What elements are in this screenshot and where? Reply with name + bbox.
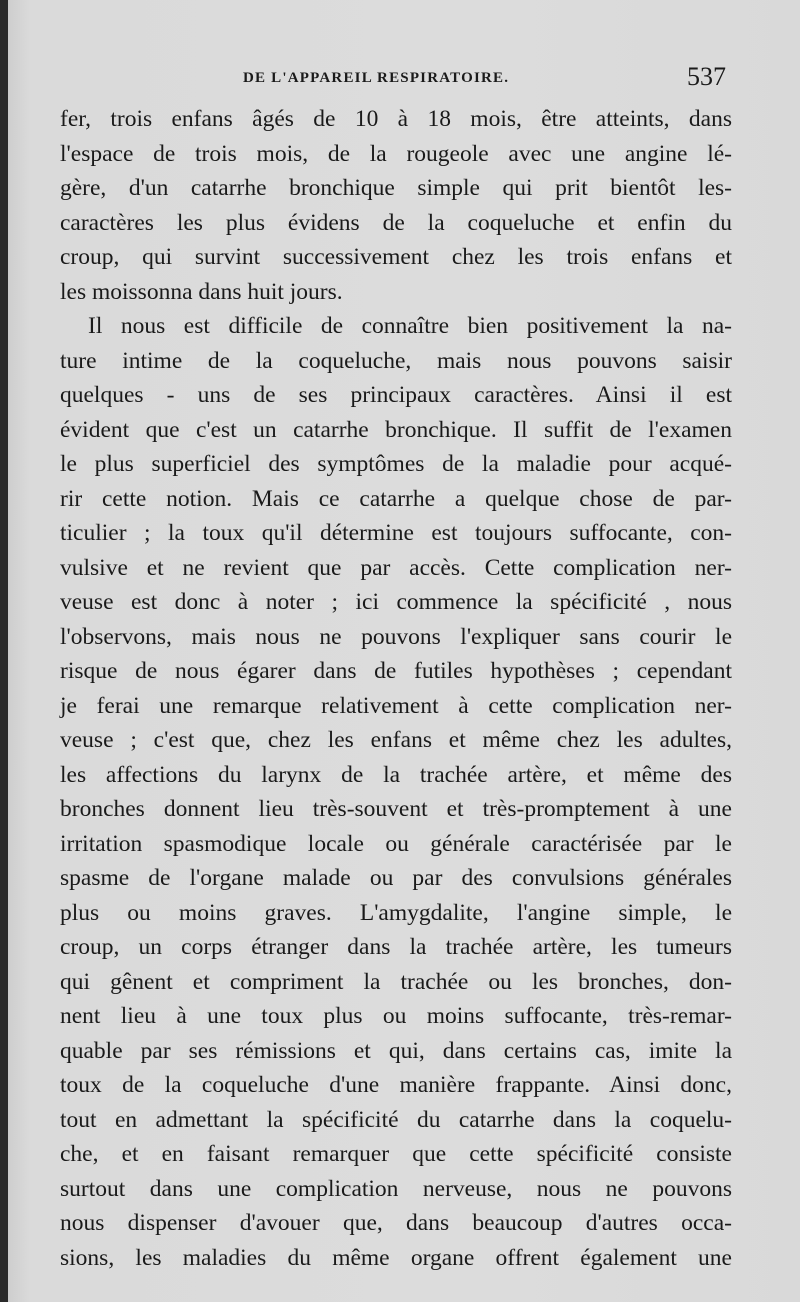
running-head: DE L'APPAREIL RESPIRATOIRE. xyxy=(243,70,510,86)
text-line: plus ou moins graves. L'amygdalite, l'angine simple, le xyxy=(60,899,732,926)
text-line: caractères les plus évidens de la coqueluche et enfin du xyxy=(60,209,732,236)
text-line: veuse est donc à noter ; ici commence la spécificité , nous xyxy=(60,589,732,615)
text-line: quable par ses rémissions et qui, dans certains cas, imite la xyxy=(60,1037,732,1064)
text-line: qui gênent et compriment la trachée ou les bronches, don- xyxy=(60,968,732,995)
text-line: ture intime de la coqueluche, mais nous pouvons saisir xyxy=(60,347,732,374)
text-line: risque de nous égarer dans de futiles hypothèses ; cependant xyxy=(60,658,732,684)
text-line: Il nous est difficile de connaître bien positivement la na- xyxy=(88,313,732,339)
text-line: fer, trois enfans âgés de 10 à 18 mois, être atteints, dans xyxy=(60,106,732,132)
text-line: les affections du larynx de la trachée artère, et même des xyxy=(60,761,732,788)
text-line: quelques - uns de ses principaux caractères. Ainsi il est xyxy=(60,382,732,408)
text-line: sions, les maladies du même organe offrent également une xyxy=(60,1244,732,1271)
text-line: le plus superficiel des symptômes de la maladie pour acqué- xyxy=(60,451,732,477)
text-line: l'espace de trois mois, de la rougeole avec une angine lé- xyxy=(60,140,732,167)
text-line: toux de la coqueluche d'une manière frappante. Ainsi donc, xyxy=(60,1072,732,1098)
text-line: che, et en faisant remarquer que cette spécificité consiste xyxy=(60,1141,732,1167)
text-line: je ferai une remarque relativement à cette complication ner- xyxy=(60,692,732,719)
text-line: nous dispenser d'avouer que, dans beaucoup d'autres occa- xyxy=(60,1210,732,1236)
text-line: croup, un corps étranger dans la trachée artère, les tumeurs xyxy=(60,934,732,960)
text-line: spasme de l'organe malade ou par des convulsions générales xyxy=(60,865,732,891)
page-header xyxy=(60,62,732,102)
text-line: nent lieu à une toux plus ou moins suffocante, très-remar- xyxy=(60,1003,732,1029)
text-line: l'observons, mais nous ne pouvons l'expliquer sans courir le xyxy=(60,623,732,650)
text-line: gère, d'un catarrhe bronchique simple qui prit bientôt les- xyxy=(60,175,732,201)
text-line: irritation spasmodique locale ou générale caractérisée par le xyxy=(60,830,732,857)
text-line: rir cette notion. Mais ce catarrhe a quelque chose de par- xyxy=(60,485,732,512)
text-line: tout en admettant la spécificité du catarrhe dans la coquelu- xyxy=(60,1106,732,1133)
text-line: bronches donnent lieu très-souvent et très-promptement à une xyxy=(60,796,732,822)
text-line: évident que c'est un catarrhe bronchique. Il suffit de l'examen xyxy=(60,416,732,443)
text-line: surtout dans une complication nerveuse, nous ne pouvons xyxy=(60,1175,732,1202)
text-line: vulsive et ne revient que par accès. Cette complication ner- xyxy=(60,554,732,581)
page-gutter-shadow xyxy=(0,0,8,1302)
text-line: croup, qui survint successivement chez les trois enfans et xyxy=(60,244,732,270)
text-line: ticulier ; la toux qu'il détermine est toujours suffocante, con- xyxy=(60,520,732,546)
body-text xyxy=(60,102,732,1275)
text-line: veuse ; c'est que, chez les enfans et même chez les adultes, xyxy=(60,727,732,753)
text-line: les moissonna dans huit jours. xyxy=(60,278,343,305)
page-number: 537 xyxy=(687,62,726,91)
